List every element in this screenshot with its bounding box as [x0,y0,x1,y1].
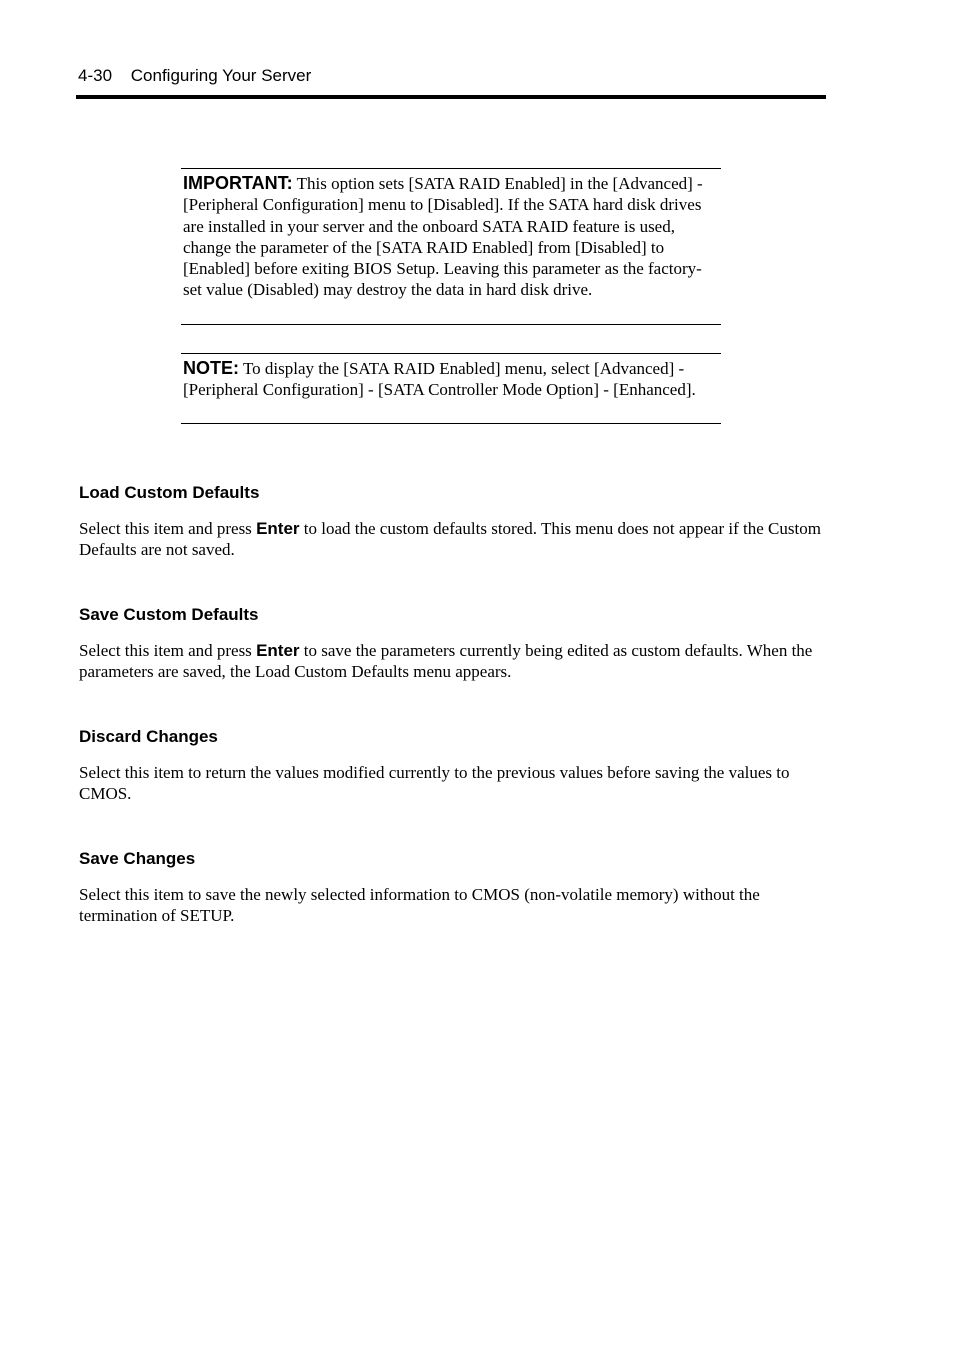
important-notice [181,168,721,325]
section-title-load-custom-defaults: Load Custom Defaults [79,483,260,502]
note-text: To display the [SATA RAID Enabled] menu, select [Advanced] - [Peripheral Configuration] - [SATA Controller Mode Option] - [Enhanced]. [183,359,696,400]
section-body-save-custom-defaults [79,640,829,683]
note-label: NOTE: [183,358,239,378]
important-text: This option sets [SATA RAID Enabled] in the [Advanced] - [Peripheral Configuration] menu to [Disabled]. If the SATA hard disk drives are installed in your server and the onboard SATA RAID feature is used, change the parameter of the [SATA RAID Enabled] from [Disabled] to [Enabled] before exiting BIOS Setup. Leaving this parameter as the factory-set value (Disabled) may destroy the data in hard disk drive. [183,174,703,300]
section-body-load-custom-defaults [79,518,829,561]
section-title-discard-changes: Discard Changes [79,727,218,746]
note-notice [181,353,721,424]
section-body-save-changes: Select this item to save the newly selected information to CMOS (non-volatile memory) without the termination of SETUP. [79,885,760,926]
key-name: Enter [256,641,300,660]
key-name: Enter [256,519,300,538]
section-body-discard-changes: Select this item to return the values modified currently to the previous values before saving the values to CMOS. [79,763,790,804]
body-text: Select this item and press [79,641,252,660]
body-text: Select this item and press [79,519,252,538]
chapter-title: Configuring Your Server [130,66,312,85]
header-rule [76,95,826,99]
page-number: 4-30 [78,66,113,85]
page-header [78,64,311,88]
body-text: to save the parameters currently being edited as custom defaults. When the parameters are saved, the Load Custom Defaults menu appears. [79,641,813,682]
important-label: IMPORTANT: [183,173,293,193]
section-title-save-changes: Save Changes [79,849,196,868]
body-text: to load the custom defaults stored. This menu does not appear if the Custom Defaults are not saved. [79,519,821,560]
section-title-save-custom-defaults: Save Custom Defaults [79,605,259,624]
